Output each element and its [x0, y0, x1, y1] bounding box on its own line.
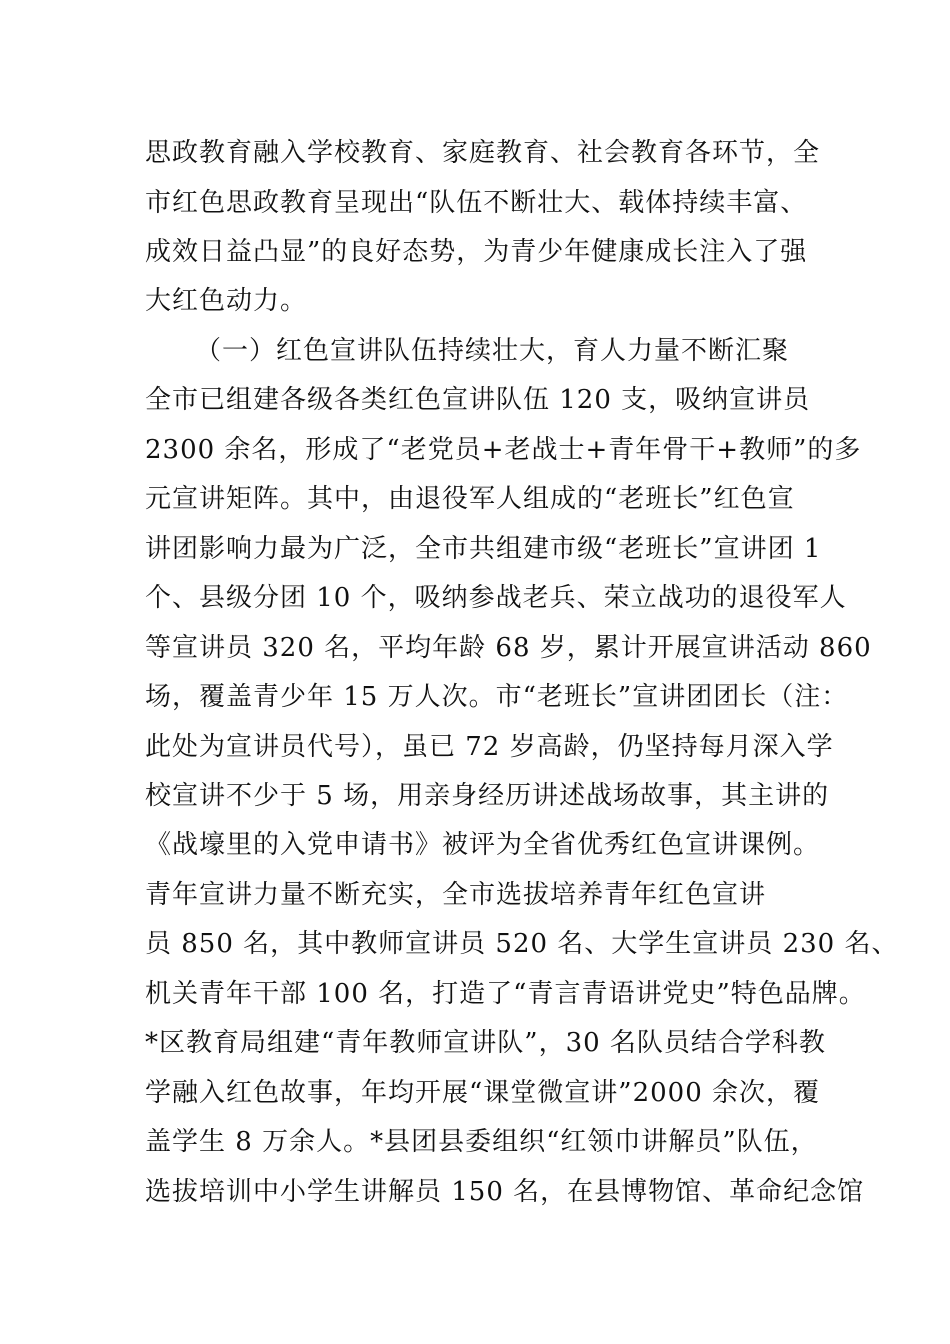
text-line: 青年宣讲力量不断充实，全市选拔培养青年红色宣讲 [145, 880, 767, 910]
text-line: 机关青年干部 100 名，打造了“青言青语讲党史”特色品牌。 [145, 979, 866, 1009]
text-line: 选拔培训中小学生讲解员 150 名，在县博物馆、革命纪念馆 [145, 1177, 865, 1207]
text-line: 讲团影响力最为广泛，全市共组建市级“老班长”宣讲团 1 [145, 534, 822, 564]
text-line: 2300 余名，形成了“老党员+老战士+青年骨干+教师”的多 [145, 435, 862, 465]
text-line: 大红色动力。 [145, 286, 308, 316]
text-line: 员 850 名，其中教师宣讲员 520 名、大学生宣讲员 230 名、 [145, 929, 899, 959]
text-line: 个、县级分团 10 个，吸纳参战老兵、荣立战功的退役军人 [145, 583, 847, 613]
text-line: 学融入红色故事，年均开展“课堂微宣讲”2000 余次，覆 [145, 1078, 821, 1108]
text-line: 市红色思政教育呈现出“队伍不断壮大、载体持续丰富、 [145, 188, 808, 218]
text-line: 全市已组建各级各类红色宣讲队伍 120 支，吸纳宣讲员 [145, 385, 811, 415]
text-line: 《战壕里的入党申请书》被评为全省优秀红色宣讲课例。 [145, 830, 821, 860]
text-line: 此处为宣讲员代号），虽已 72 岁高龄，仍坚持每月深入学 [145, 732, 834, 762]
text-line: 校宣讲不少于 5 场，用亲身经历讲述战场故事，其主讲的 [145, 781, 830, 811]
text-line: 思政教育融入学校教育、家庭教育、社会教育各环节，全 [145, 138, 821, 168]
text-line: *区教育局组建“青年教师宣讲队”，30 名队员结合学科教 [145, 1028, 826, 1058]
text-line: 等宣讲员 320 名，平均年龄 68 岁，累计开展宣讲活动 860 [145, 633, 872, 663]
text-line: 成效日益凸显”的良好态势，为青少年健康成长注入了强 [145, 237, 808, 267]
section-heading: （一）红色宣讲队伍持续壮大，育人力量不断汇聚 [195, 336, 790, 366]
text-line: 元宣讲矩阵。其中，由退役军人组成的“老班长”红色宣 [145, 484, 795, 514]
text-line: 盖学生 8 万余人。*县团县委组织“红领巾讲解员”队伍， [145, 1127, 818, 1157]
text-line: 场，覆盖青少年 15 万人次。市“老班长”宣讲团团长（注： [145, 682, 849, 712]
